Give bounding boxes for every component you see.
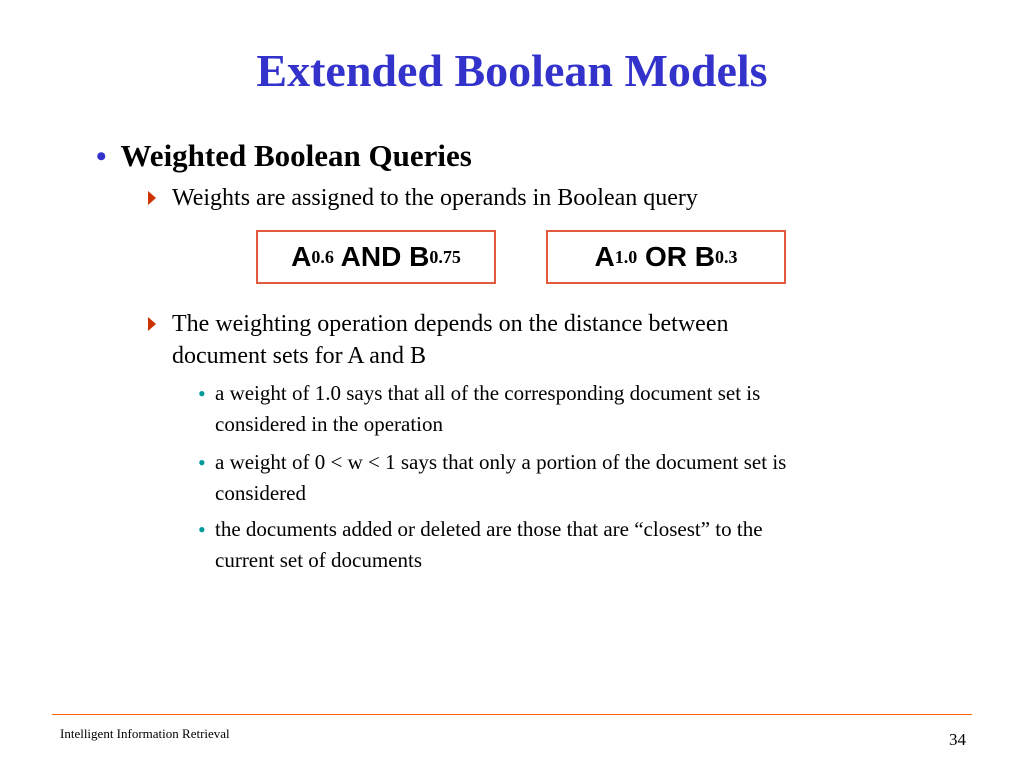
subbullet-text: Weights are assigned to the operands in Boolean query: [172, 185, 698, 211]
subbullet-text-line2: document sets for A and B: [172, 343, 426, 369]
weight-a: 0.6: [311, 246, 334, 267]
bullet-dot-icon: •: [96, 140, 107, 173]
sub-subbullet-line2: considered: [215, 481, 306, 505]
triangle-bullet-icon: [148, 191, 156, 205]
bullet-weighted-boolean-queries: [96, 136, 472, 177]
operator-and-b: AND B: [333, 241, 430, 272]
sub-subbullet-1: [198, 378, 938, 440]
operator-or-b: OR B: [637, 241, 715, 272]
sub-subbullet-line1: a weight of 0 < w < 1 says that only a portion of the document set is: [215, 450, 787, 474]
query-box-and: [256, 230, 496, 284]
query-box-or: [546, 230, 786, 284]
weight-b: 0.75: [429, 246, 461, 267]
bullet-dot-icon: •: [198, 450, 206, 475]
sub-subbullet-3: [198, 514, 938, 576]
weight-b: 0.3: [715, 246, 738, 267]
footer-course-title: Intelligent Information Retrieval: [60, 726, 230, 741]
operand-a: A: [291, 241, 312, 272]
subbullet-text-line1: The weighting operation depends on the distance between: [172, 311, 729, 337]
subbullet-weighting-operation: [148, 308, 868, 372]
weight-a: 1.0: [614, 246, 638, 267]
footer-page-number: 34: [949, 730, 966, 749]
sub-subbullet-line2: considered in the operation: [215, 412, 444, 436]
operand-a: A: [594, 241, 615, 272]
triangle-bullet-icon: [148, 317, 156, 331]
slide-title: Extended Boolean Models: [256, 45, 768, 96]
footer-divider: [52, 714, 972, 715]
subbullet-weights-assigned: [148, 182, 868, 214]
bullet-dot-icon: •: [198, 381, 206, 406]
sub-subbullet-line1: the documents added or deleted are those that are “closest” to the: [215, 517, 763, 541]
sub-subbullet-line1: a weight of 1.0 says that all of the corresponding document set is: [215, 381, 761, 405]
bullet-text: Weighted Boolean Queries: [120, 138, 472, 173]
sub-subbullet-line2: current set of documents: [215, 548, 423, 572]
bullet-dot-icon: •: [198, 517, 206, 542]
sub-subbullet-2: [198, 447, 938, 509]
